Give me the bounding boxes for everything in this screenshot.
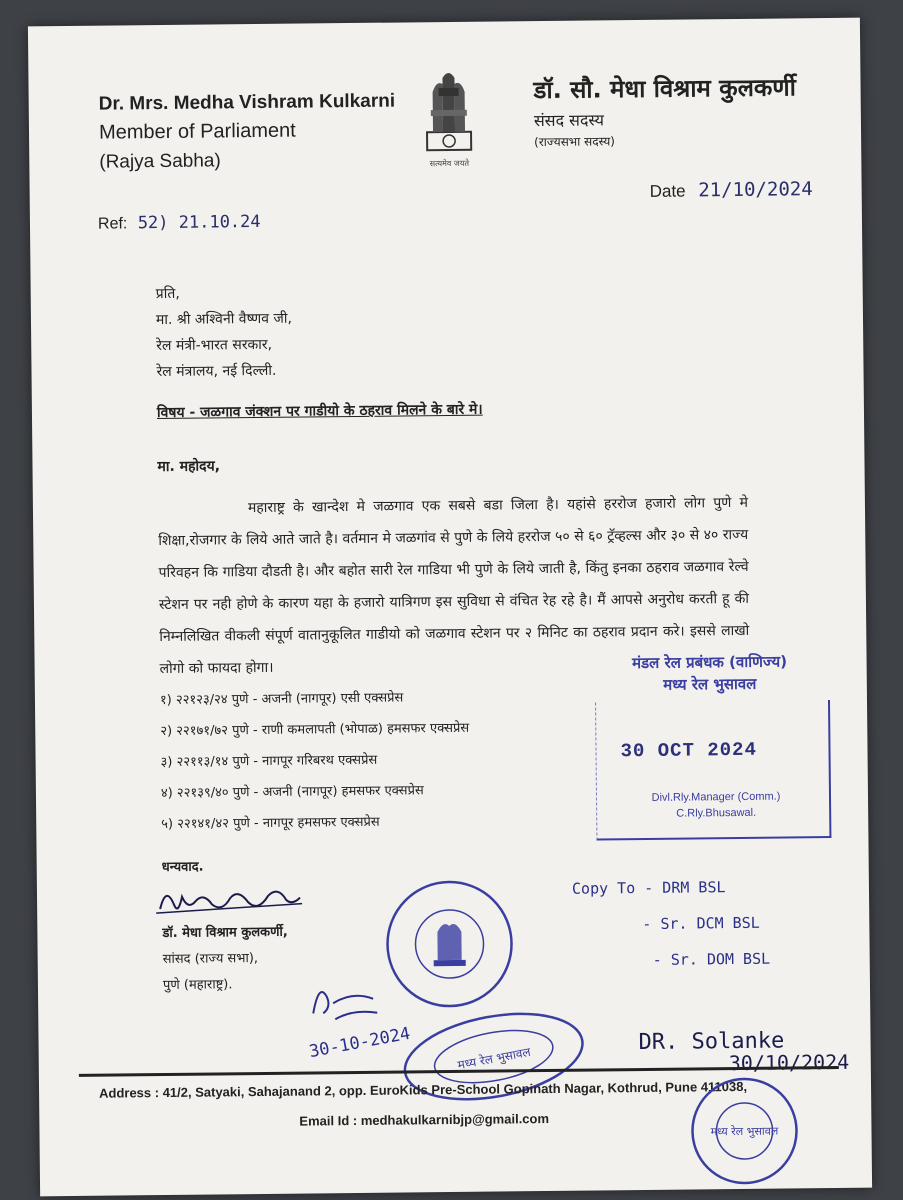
mp-seal-stamp [379,873,520,1014]
received-stamp-title-line1: मंडल रेल प्रबंधक (वाणिज्य) [632,652,788,673]
received-stamp-date: 30 OCT 2024 [620,738,758,763]
list-item: ४) २२१३९/४० पुणे - अजनी (नागपूर) हमसफर एक्सप्रेस [160,783,424,802]
received-stamp-en [606,788,826,822]
letterhead-house-hi: (राज्यसभा सदस्य) [534,134,616,150]
train-list [160,682,470,840]
letterhead-name-en: Dr. Mrs. Medha Vishram Kulkarni [98,90,396,115]
footer-address: Address : 41/2, Satyaki, Sahajanand 2, opp. EuroKids Pre-School Gopinath Nagar, Kothrud, Pune 411038, [98,1078,748,1101]
addressee-block [156,280,293,385]
copy-to-line2: - Sr. DCM BSL [642,913,760,934]
handwritten-signature-right: DR. Solanke [638,1028,785,1056]
addressee-line2: रेल मंत्री-भारत सरकार, [156,336,273,355]
copy-to-line3: - Sr. DOM BSL [652,949,771,969]
received-stamp-title-line2: मध्य रेल भुसावल [663,674,757,694]
handwritten-date-left: 30-10-2024 [307,1023,412,1063]
received-stamp-en-line2: C.Rly.Bhusawal. [676,806,757,820]
letterhead-name-hi: डॉ. सौ. मेधा विश्राम कुलकर्णी [533,73,797,105]
handwritten-date-right: 30/10/2024 [728,1049,850,1076]
addressee-line1: मा. श्री अश्विनी वैष्णव जी, [155,310,292,329]
signatory-block [162,920,288,999]
list-item: १) २२१२३/२४ पुणे - अजनी (नागपूर) एसी एक्सप्रेस [159,690,404,709]
copy-to-block [572,869,771,979]
copy-to-line1: Copy To - DRM BSL [571,878,726,898]
svg-text:मध्य रेल भुसावल: मध्य रेल भुसावल [710,1124,779,1139]
list-item: २) २२१७१/७२ पुणे - राणी कमलापती (भोपाळ) हमसफर एक्सप्रेस [160,720,470,740]
bhusawal-seal-stamp [679,1070,810,1191]
letter-page [28,18,872,1197]
received-stamp-title [579,650,839,697]
ref-label: Ref: [97,215,128,233]
date-label: Date [649,181,686,201]
letter-ref [98,212,261,234]
list-item: ५) २२१४१/४२ पुणे - नागपूर हमसफर एक्सप्रेस [161,814,380,833]
date-value: 21/10/2024 [698,178,813,202]
signatory-place: पुणे (महाराष्ट्र). [162,977,233,994]
received-stamp-en-line1: Divl.Rly.Manager (Comm.) [651,790,781,804]
signatory-title: सांसद (राज्य सभा), [162,951,259,968]
ref-value: 52) 21.10.24 [137,211,261,234]
signatory-name: डॉ. मेधा विश्राम कुलकर्णी, [162,924,288,942]
letter-date [650,178,813,202]
svg-text:सत्यमेव जयते: सत्यमेव जयते [429,158,470,169]
svg-text:मध्य रेल भुसावल: मध्य रेल भुसावल [456,1044,532,1073]
national-emblem-icon [408,62,489,175]
addressee-line3: रेल मंत्रालय, नई दिल्ली. [156,362,277,381]
subject-line: विषय - जळगाव जंक्शन पर गाडीयो के ठहराव मिलने के बारे मे। [156,401,483,422]
addressee-prefix: प्रति, [155,285,180,303]
letterhead-house-en: (Rajya Sabha) [99,150,221,173]
signature-image [152,873,313,925]
letterhead-title-hi: संसद सदस्य [533,110,605,131]
closing-thanks: धन्यवाद. [161,859,204,876]
list-item: ३) २२११३/१४ पुणे - नागपूर गरिबरथ एक्सप्रेस [160,752,378,771]
footer-email: Email Id : medhakulkarnibjp@gmail.com [299,1110,550,1129]
letterhead-title-en: Member of Parliament [98,119,296,144]
letter-body: महाराष्ट्र के खान्देश मे जळगाव एक सबसे बडा जिला है। यहांसे हररोज हजारो लोग पुणे मे शिक्षा,रोजगार के लिये आते जाते है। वर्तमान मे जळगांव से पुणे के लिये हररोज ५० से ६० ट्रॅव्हल्स और ३० से ४० राज्य परिवहन कि गाडिया दौडती है। और बहोत सारी रेल गाडिया भी पुणे के लिये जाती है, किंतु इनका ठहराव जळगाव रेल्वे स्टेशन पर नही होणे के कारण यहा के हजारो यात्रिगण इस सुविधा से वंचित रेह रहे है। मैं आपसे अनुरोध करती हू की निम्नलिखित वीकली संपूर्ण वातानुकूलित गाडीयो को जळगाव स्टेशन पर २ मिनिट का ठहराव प्रदान करे। इससे लाखो लोगो को फायदा होगा। [158,494,750,678]
salutation: मा. महोदय, [157,458,221,476]
